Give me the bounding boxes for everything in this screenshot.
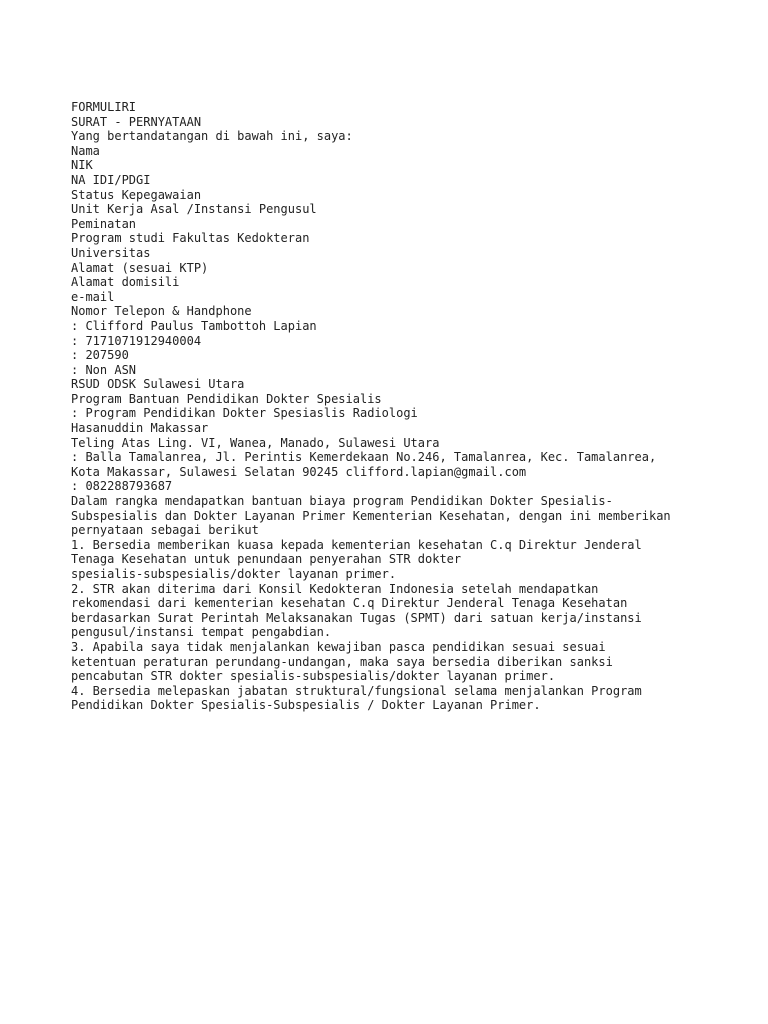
document-line: pencabutan STR dokter spesialis-subspesialis/dokter layanan primer.	[71, 669, 556, 684]
document-line: Subspesialis dan Dokter Layanan Primer Kementerian Kesehatan, dengan ini memberikan	[71, 508, 671, 523]
document-line: ketentuan peraturan perundang-undangan, maka saya bersedia diberikan sanksi	[71, 654, 613, 669]
document-line: SURAT - PERNYATAAN	[71, 114, 202, 129]
document-line: Status Kepegawaian	[71, 187, 202, 202]
document-line: Alamat (sesuai KTP)	[71, 260, 209, 275]
document-line: rekomendasi dari kementerian kesehatan C.q Direktur Jenderal Tenaga Kesehatan	[71, 596, 628, 611]
document-line: Teling Atas Ling. VI, Wanea, Manado, Sulawesi Utara	[71, 435, 440, 450]
document-body	[71, 100, 751, 713]
document-line: Pendidikan Dokter Spesialis-Subspesialis / Dokter Layanan Primer.	[71, 698, 541, 713]
document-line: Kota Makassar, Sulawesi Selatan 90245 clifford.lapian@gmail.com	[71, 464, 527, 479]
document-line: pernyataan sebagai berikut	[71, 523, 259, 538]
document-line: e-mail	[71, 289, 115, 304]
document-line: Peminatan	[71, 216, 137, 231]
document-line: Universitas	[71, 245, 151, 260]
document-line: Yang bertandatangan di bawah ini, saya:	[71, 129, 353, 144]
document-line: : 082288793687	[71, 479, 173, 494]
document-line: NA IDI/PDGI	[71, 172, 151, 187]
document-line: Nama	[71, 143, 100, 158]
document-line: berdasarkan Surat Perintah Melaksanakan Tugas (SPMT) dari satuan kerja/instansi	[71, 610, 642, 625]
document-line: spesialis-subspesialis/dokter layanan primer.	[71, 567, 397, 581]
document-line: Program Bantuan Pendidikan Dokter Spesialis	[71, 391, 382, 406]
document-line: 2. STR akan diterima dari Konsil Kedokteran Indonesia setelah mendapatkan	[71, 581, 599, 596]
document-line: : Clifford Paulus Tambottoh Lapian	[71, 318, 317, 333]
document-line: : 207590	[71, 348, 129, 363]
document-line: Unit Kerja Asal /Instansi Pengusul	[71, 202, 317, 217]
document-line: 1. Bersedia memberikan kuasa kepada kementerian kesehatan C.q Direktur Jenderal	[71, 537, 642, 552]
document-line: : Program Pendidikan Dokter Spesiaslis Radiologi	[71, 406, 418, 421]
document-line: pengusul/instansi tempat pengabdian.	[71, 625, 332, 640]
document-line: RSUD ODSK Sulawesi Utara	[71, 377, 245, 392]
document-line: Tenaga Kesehatan untuk penundaan penyerahan STR dokter	[71, 552, 462, 567]
document-line: : Non ASN	[71, 362, 137, 377]
document-line: : Balla Tamalanrea, Jl. Perintis Kemerdekaan No.246, Tamalanrea, Kec. Tamalanrea,	[71, 450, 657, 465]
document-line: 4. Bersedia melepaskan jabatan struktural/fungsional selama menjalankan Program	[71, 683, 642, 698]
document-line: NIK	[71, 158, 93, 173]
document-line: Program studi Fakultas Kedokteran	[71, 231, 310, 246]
document-line: Nomor Telepon & Handphone	[71, 304, 252, 319]
document-line: 3. Apabila saya tidak menjalankan kewajiban pasca pendidikan sesuai sesuai	[71, 639, 606, 654]
document-line: Alamat domisili	[71, 275, 180, 290]
document-line: FORMULIRI	[71, 100, 137, 114]
document-line: : 7171071912940004	[71, 333, 202, 348]
document-line: Hasanuddin Makassar	[71, 421, 209, 436]
document-line: Dalam rangka mendapatkan bantuan biaya program Pendidikan Dokter Spesialis-	[71, 494, 613, 509]
